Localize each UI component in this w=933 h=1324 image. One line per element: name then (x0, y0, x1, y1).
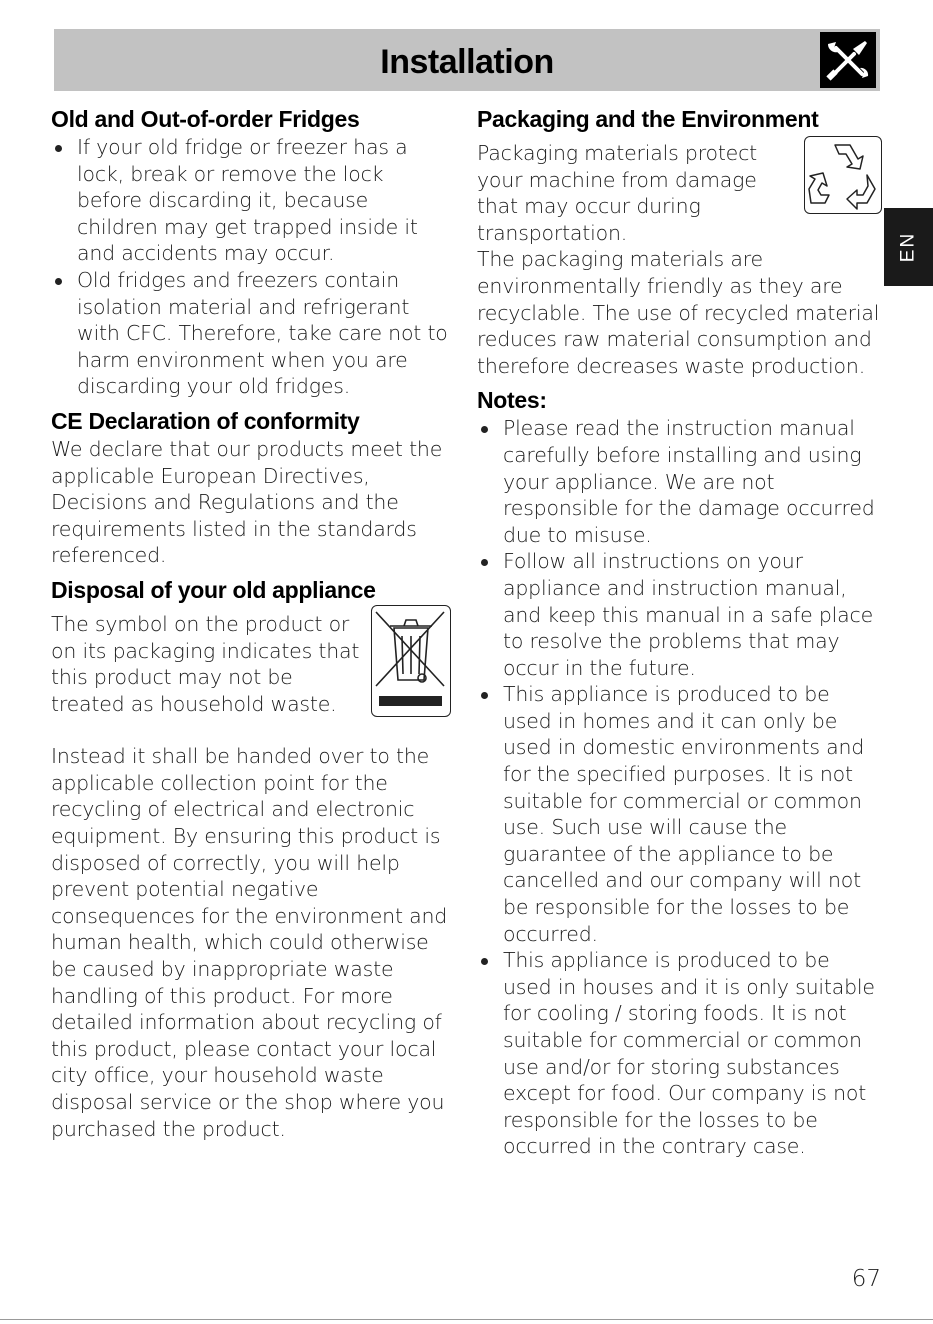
packaging-text-2: The packaging materials are environmentally friendly as they are recyclable. The use of recycled material reduces raw material consumption and therefore decreases waste production. (477, 247, 880, 378)
notes-list (477, 415, 882, 1160)
page-title: Installation (380, 43, 554, 81)
page-number: 67 (851, 1266, 881, 1292)
page-header (54, 29, 880, 91)
list-item: This appliance is produced to be used in houses and it is only suitable for cooling / storing foods. It is not suitable for commercial or common use and/or for storing substances except for food. Our company is not responsible for the losses to be occurred in the contrary case. (477, 947, 882, 1160)
packaging-text-1: Packaging materials protect your machine from damage that may occur during transportation. (477, 141, 758, 245)
disposal-text-1: The symbol on the product or on its packaging indicates that this product may not be treated as household waste. (51, 611, 360, 716)
list-item: This appliance is produced to be used in homes and it can only be used in domestic environments and for the specified purposes. It is not suitable for commercial or common use. Such use will cause the guarantee of the appliance to be cancelled and our company will not be responsible for the losses to be occurred. (477, 681, 882, 947)
ce-text: We declare that our products meet the applicable European Directives, Decisions and Regulations and the requirements listed in the standards referenced. (51, 436, 443, 568)
list-item: If your old fridge or freezer has a lock, break or remove the lock before discarding it, because children may get trapped inside it and accidents may occur. (51, 134, 451, 267)
bottom-rule (0, 1319, 933, 1320)
language-tab (884, 208, 933, 286)
disposal-heading: Disposal of your old appliance (51, 576, 376, 603)
recycle-icon (804, 136, 882, 214)
list-item: Please read the instruction manual carefully before installing and using your appliance. We are not responsible for the damage occurred due to misuse. (477, 415, 882, 548)
list-item: Old fridges and freezers contain isolation material and refrigerant with CFC. Therefore, take care not to harm environment when you are discarding your old fridges. (51, 267, 451, 400)
crossed-bin-icon (371, 605, 451, 717)
notes-heading: Notes: (477, 387, 547, 414)
right-column (477, 104, 882, 1160)
disposal-text-2: Instead it shall be handed over to the applicable collection point for the recycling of electrical and electronic equipment. By ensuring this product is disposed of correctly, you will help prevent potential negative consequences for the environment and human health, which could otherwise be caused by inappropriate waste handling of this product. For more detailed information about recycling of this product, please contact your local city office, your household waste disposal service or the shop where you purchased the product. (51, 744, 448, 1141)
fridges-list (51, 134, 451, 400)
language-label: EN (897, 231, 919, 263)
list-item: Follow all instructions on your appliance and instruction manual, and keep this manual in a safe place to resolve the problems that may occur in the future. (477, 548, 882, 681)
packaging-heading: Packaging and the Environment (477, 106, 819, 132)
fridges-heading: Old and Out-of-order Fridges (51, 106, 360, 132)
ce-heading: CE Declaration of conformity (51, 407, 360, 434)
tools-icon (820, 32, 876, 88)
left-column (51, 104, 451, 1142)
